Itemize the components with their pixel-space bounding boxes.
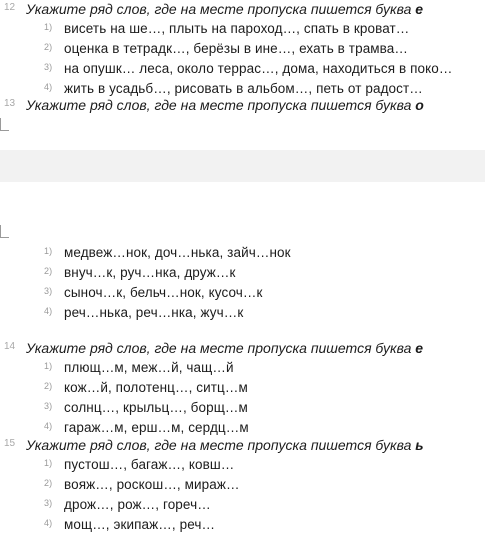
option-number: 2) bbox=[44, 478, 53, 488]
option-item bbox=[44, 265, 236, 280]
option-text: гараж…м, ерш…м, сердц…м bbox=[64, 420, 249, 435]
question-15-heading bbox=[4, 437, 424, 453]
option-text: вояж…, роскош…, мираж… bbox=[64, 477, 240, 492]
option-item bbox=[44, 285, 263, 300]
option-number: 1) bbox=[44, 22, 53, 32]
option-number: 1) bbox=[44, 361, 53, 371]
question-text: Укажите ряд слов, где на месте пропуска пишется буква bbox=[26, 97, 416, 113]
option-text: мощ…, экипаж…, реч… bbox=[64, 517, 216, 532]
option-text: кож…й, полотенц…, ситц…м bbox=[64, 380, 248, 395]
option-number: 2) bbox=[44, 266, 53, 276]
option-item bbox=[44, 41, 409, 56]
question-letter: е bbox=[415, 1, 424, 17]
question-letter: о bbox=[415, 97, 424, 113]
option-text: внуч…к, руч…нка, друж…к bbox=[64, 265, 236, 280]
option-text: дрож…, рож…, гореч… bbox=[64, 497, 211, 512]
question-letter: е bbox=[415, 340, 424, 356]
option-text: висеть на ше…, плыть на пароход…, спать в кроват… bbox=[64, 21, 410, 36]
option-number: 4) bbox=[44, 82, 53, 92]
question-text: Укажите ряд слов, где на месте пропуска пишется буква bbox=[26, 437, 416, 453]
question-text: Укажите ряд слов, где на месте пропуска пишется буква bbox=[26, 1, 416, 17]
option-text: реч…нька, реч…нка, жуч…к bbox=[64, 305, 244, 320]
question-13-heading bbox=[4, 97, 424, 113]
option-item bbox=[44, 61, 453, 76]
option-text: оценка в тетрадк…, берёзы в ине…, ехать в трамва… bbox=[64, 41, 409, 56]
option-item bbox=[44, 457, 235, 472]
option-item bbox=[44, 400, 248, 415]
option-item bbox=[44, 497, 211, 512]
option-number: 2) bbox=[44, 381, 53, 391]
option-text: пустош…, багаж…, ковш… bbox=[64, 457, 235, 472]
option-item bbox=[44, 305, 244, 320]
page-gap bbox=[0, 150, 485, 182]
option-text: солнц…, крыльц…, борщ…м bbox=[64, 400, 248, 415]
option-item bbox=[44, 420, 249, 435]
option-item bbox=[44, 360, 234, 375]
option-number: 3) bbox=[44, 401, 53, 411]
question-letter: ь bbox=[415, 437, 424, 453]
option-text: плющ…м, меж…й, чащ…й bbox=[64, 360, 234, 375]
option-item bbox=[44, 517, 216, 532]
page-corner-mark bbox=[0, 225, 9, 238]
question-14-heading bbox=[4, 340, 424, 356]
option-number: 1) bbox=[44, 246, 53, 256]
option-text: медвеж…нок, доч…нька, зайч…нок bbox=[64, 245, 291, 260]
option-text: жить в усадьб…, рисовать в альбом…, петь от радост… bbox=[64, 81, 423, 96]
question-text: Укажите ряд слов, где на месте пропуска пишется буква bbox=[26, 340, 416, 356]
option-number: 1) bbox=[44, 458, 53, 468]
question-number: 14 bbox=[4, 341, 16, 352]
option-number: 3) bbox=[44, 62, 53, 72]
option-number: 3) bbox=[44, 286, 53, 296]
option-item bbox=[44, 477, 240, 492]
option-item bbox=[44, 21, 410, 36]
question-number: 12 bbox=[4, 2, 16, 13]
option-item bbox=[44, 380, 248, 395]
question-12-heading bbox=[4, 1, 424, 17]
option-text: на опушк… леса, около террас…, дома, находиться в поко… bbox=[64, 61, 453, 76]
question-number: 15 bbox=[4, 438, 16, 449]
question-number: 13 bbox=[4, 98, 16, 109]
page-corner-mark bbox=[0, 118, 9, 131]
option-number: 4) bbox=[44, 306, 53, 316]
option-number: 4) bbox=[44, 518, 53, 528]
option-number: 2) bbox=[44, 42, 53, 52]
option-text: сыноч…к, бельч…нок, кусоч…к bbox=[64, 285, 263, 300]
option-item bbox=[44, 245, 291, 260]
option-item bbox=[44, 81, 423, 96]
option-number: 4) bbox=[44, 421, 53, 431]
option-number: 3) bbox=[44, 498, 53, 508]
